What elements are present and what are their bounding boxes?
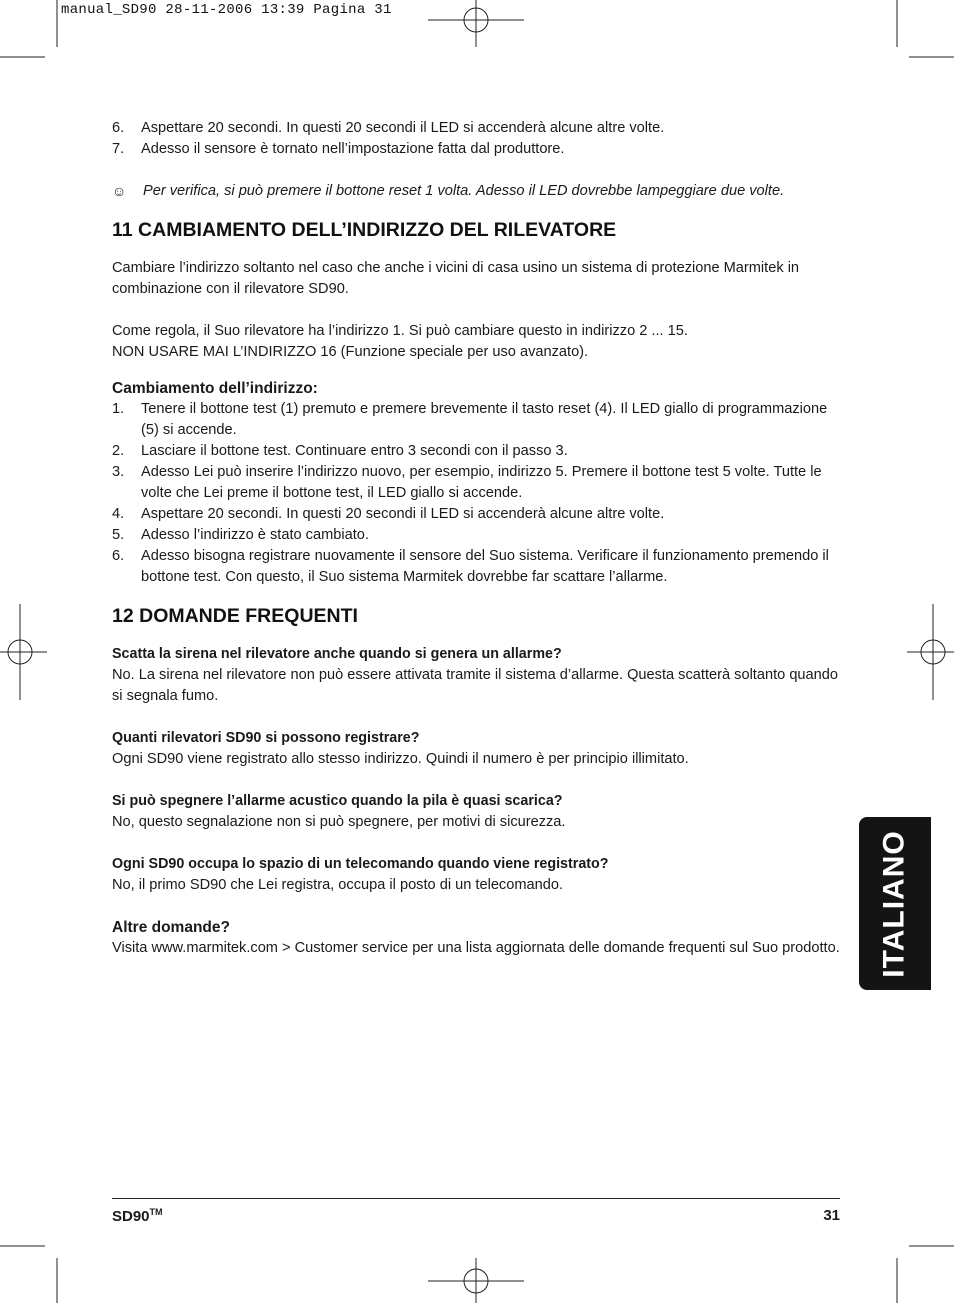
spacer [112, 707, 844, 728]
spacer [112, 243, 844, 258]
step-number: 1. [112, 401, 125, 417]
step-number: 7. [112, 141, 125, 157]
faq-question: Si può spegnere l’allarme acustico quando la pila è quasi scarica? [112, 793, 563, 809]
step-number: 5. [112, 527, 125, 543]
list-item [112, 546, 844, 588]
footer-rule [112, 1198, 840, 1199]
faq-question: Quanti rilevatori SD90 si possono registrare? [112, 730, 420, 746]
address-change-steps [112, 399, 844, 588]
list-item [112, 441, 844, 462]
faq-answer: No, il primo SD90 che Lei registra, occupa il posto di un telecomando. [112, 877, 564, 893]
step-text: Adesso bisogna registrare nuovamente il sensore del Suo sistema. Verificare il funzionamento premendo il bottone test. Con questo, il Suo sistema Marmitek dovrebbe far scattare l’allarme. [141, 548, 829, 585]
faq-answer: No, questo segnalazione non si può spegnere, per motivi di sicurezza. [112, 814, 566, 830]
faq-answer: No. La sirena nel rilevatore non può essere attivata tramite il sistema d’allarme. Questa scatterà soltanto quando si segnala fumo. [112, 667, 839, 704]
step-text: Adesso l’indirizzo è stato cambiato. [141, 527, 369, 543]
spacer [112, 833, 844, 854]
other-questions-title: Altre domande? [112, 919, 230, 936]
section-11-title: 11 CAMBIAMENTO DELL’INDIRIZZO DEL RILEVATORE [112, 219, 617, 241]
other-questions-text: Visita www.marmitek.com > Customer service per una lista aggiornata delle domande frequenti sul Suo prodotto. [112, 940, 840, 956]
spacer [112, 770, 844, 791]
step-number: 4. [112, 506, 125, 522]
spacer [112, 629, 844, 644]
tip-text: Per verifica, si può premere il bottone reset 1 volta. Adesso il LED dovrebbe lampeggiare due volte. [143, 183, 785, 199]
step-number: 6. [112, 120, 125, 136]
spacer [112, 202, 844, 217]
language-side-tab [859, 817, 931, 990]
tip-note [112, 181, 844, 202]
list-item [112, 504, 844, 525]
list-item [112, 525, 844, 546]
list-item [112, 139, 844, 160]
page-content [112, 118, 844, 959]
faq-answer: Ogni SD90 viene registrato allo stesso indirizzo. Quindi il numero è per principio illimitato. [112, 751, 689, 767]
spacer [112, 160, 844, 181]
section-11-para-2-line-1: Come regola, il Suo rilevatore ha l’indirizzo 1. Si può cambiare questo in indirizzo 2 ... 15. [112, 323, 688, 339]
spacer [112, 588, 844, 603]
faq-question: Scatta la sirena nel rilevatore anche quando si genera un allarme? [112, 646, 562, 662]
step-text: Aspettare 20 secondi. In questi 20 secondi il LED si accenderà alcune altre volte. [141, 506, 665, 522]
spacer [112, 300, 844, 321]
spacer [112, 896, 844, 917]
step-text: Aspettare 20 secondi. In questi 20 secondi il LED si accenderà alcune altre volte. [141, 120, 665, 136]
spacer [112, 363, 844, 378]
list-item [112, 399, 844, 441]
list-item [112, 462, 844, 504]
footer-product [112, 1207, 163, 1225]
step-number: 3. [112, 464, 125, 480]
step-text: Adesso il sensore è tornato nell’impostazione fatta dal produttore. [141, 141, 565, 157]
step-number: 6. [112, 548, 125, 564]
product-name: SD90 [112, 1208, 150, 1225]
step-text: Tenere il bottone test (1) premuto e premere brevemente il tasto reset (4). Il LED giallo di programmazione (5) si accende. [141, 401, 828, 438]
step-text: Lasciare il bottone test. Continuare entro 3 secondi con il passo 3. [141, 443, 568, 459]
trademark-mark: TM [149, 1207, 163, 1217]
print-slug: manual_SD90 28-11-2006 13:39 Pagina 31 [61, 2, 392, 18]
list-item [112, 118, 844, 139]
step-number: 2. [112, 443, 125, 459]
page-number: 31 [823, 1207, 840, 1224]
smiley-icon: ☺ [112, 183, 127, 199]
step-text: Adesso Lei può inserire l’indirizzo nuovo, per esempio, indirizzo 5. Premere il bottone test 5 volte. Tutte le volte che Lei preme il bottone test, il LED giallo si accende. [141, 464, 822, 501]
section-12-title: 12 DOMANDE FREQUENTI [112, 605, 358, 627]
intro-steps [112, 118, 844, 160]
faq-question: Ogni SD90 occupa lo spazio di un telecomando quando viene registrato? [112, 856, 609, 872]
section-11-para-2-line-2: NON USARE MAI L’INDIRIZZO 16 (Funzione speciale per uso avanzato). [112, 344, 589, 360]
language-label: ITALIANO [878, 829, 911, 978]
section-11-para-1: Cambiare l’indirizzo soltanto nel caso che anche i vicini di casa usino un sistema di protezione Marmitek in combinazione con il rilevatore SD90. [112, 260, 800, 297]
address-change-subtitle: Cambiamento dell’indirizzo: [112, 380, 318, 397]
